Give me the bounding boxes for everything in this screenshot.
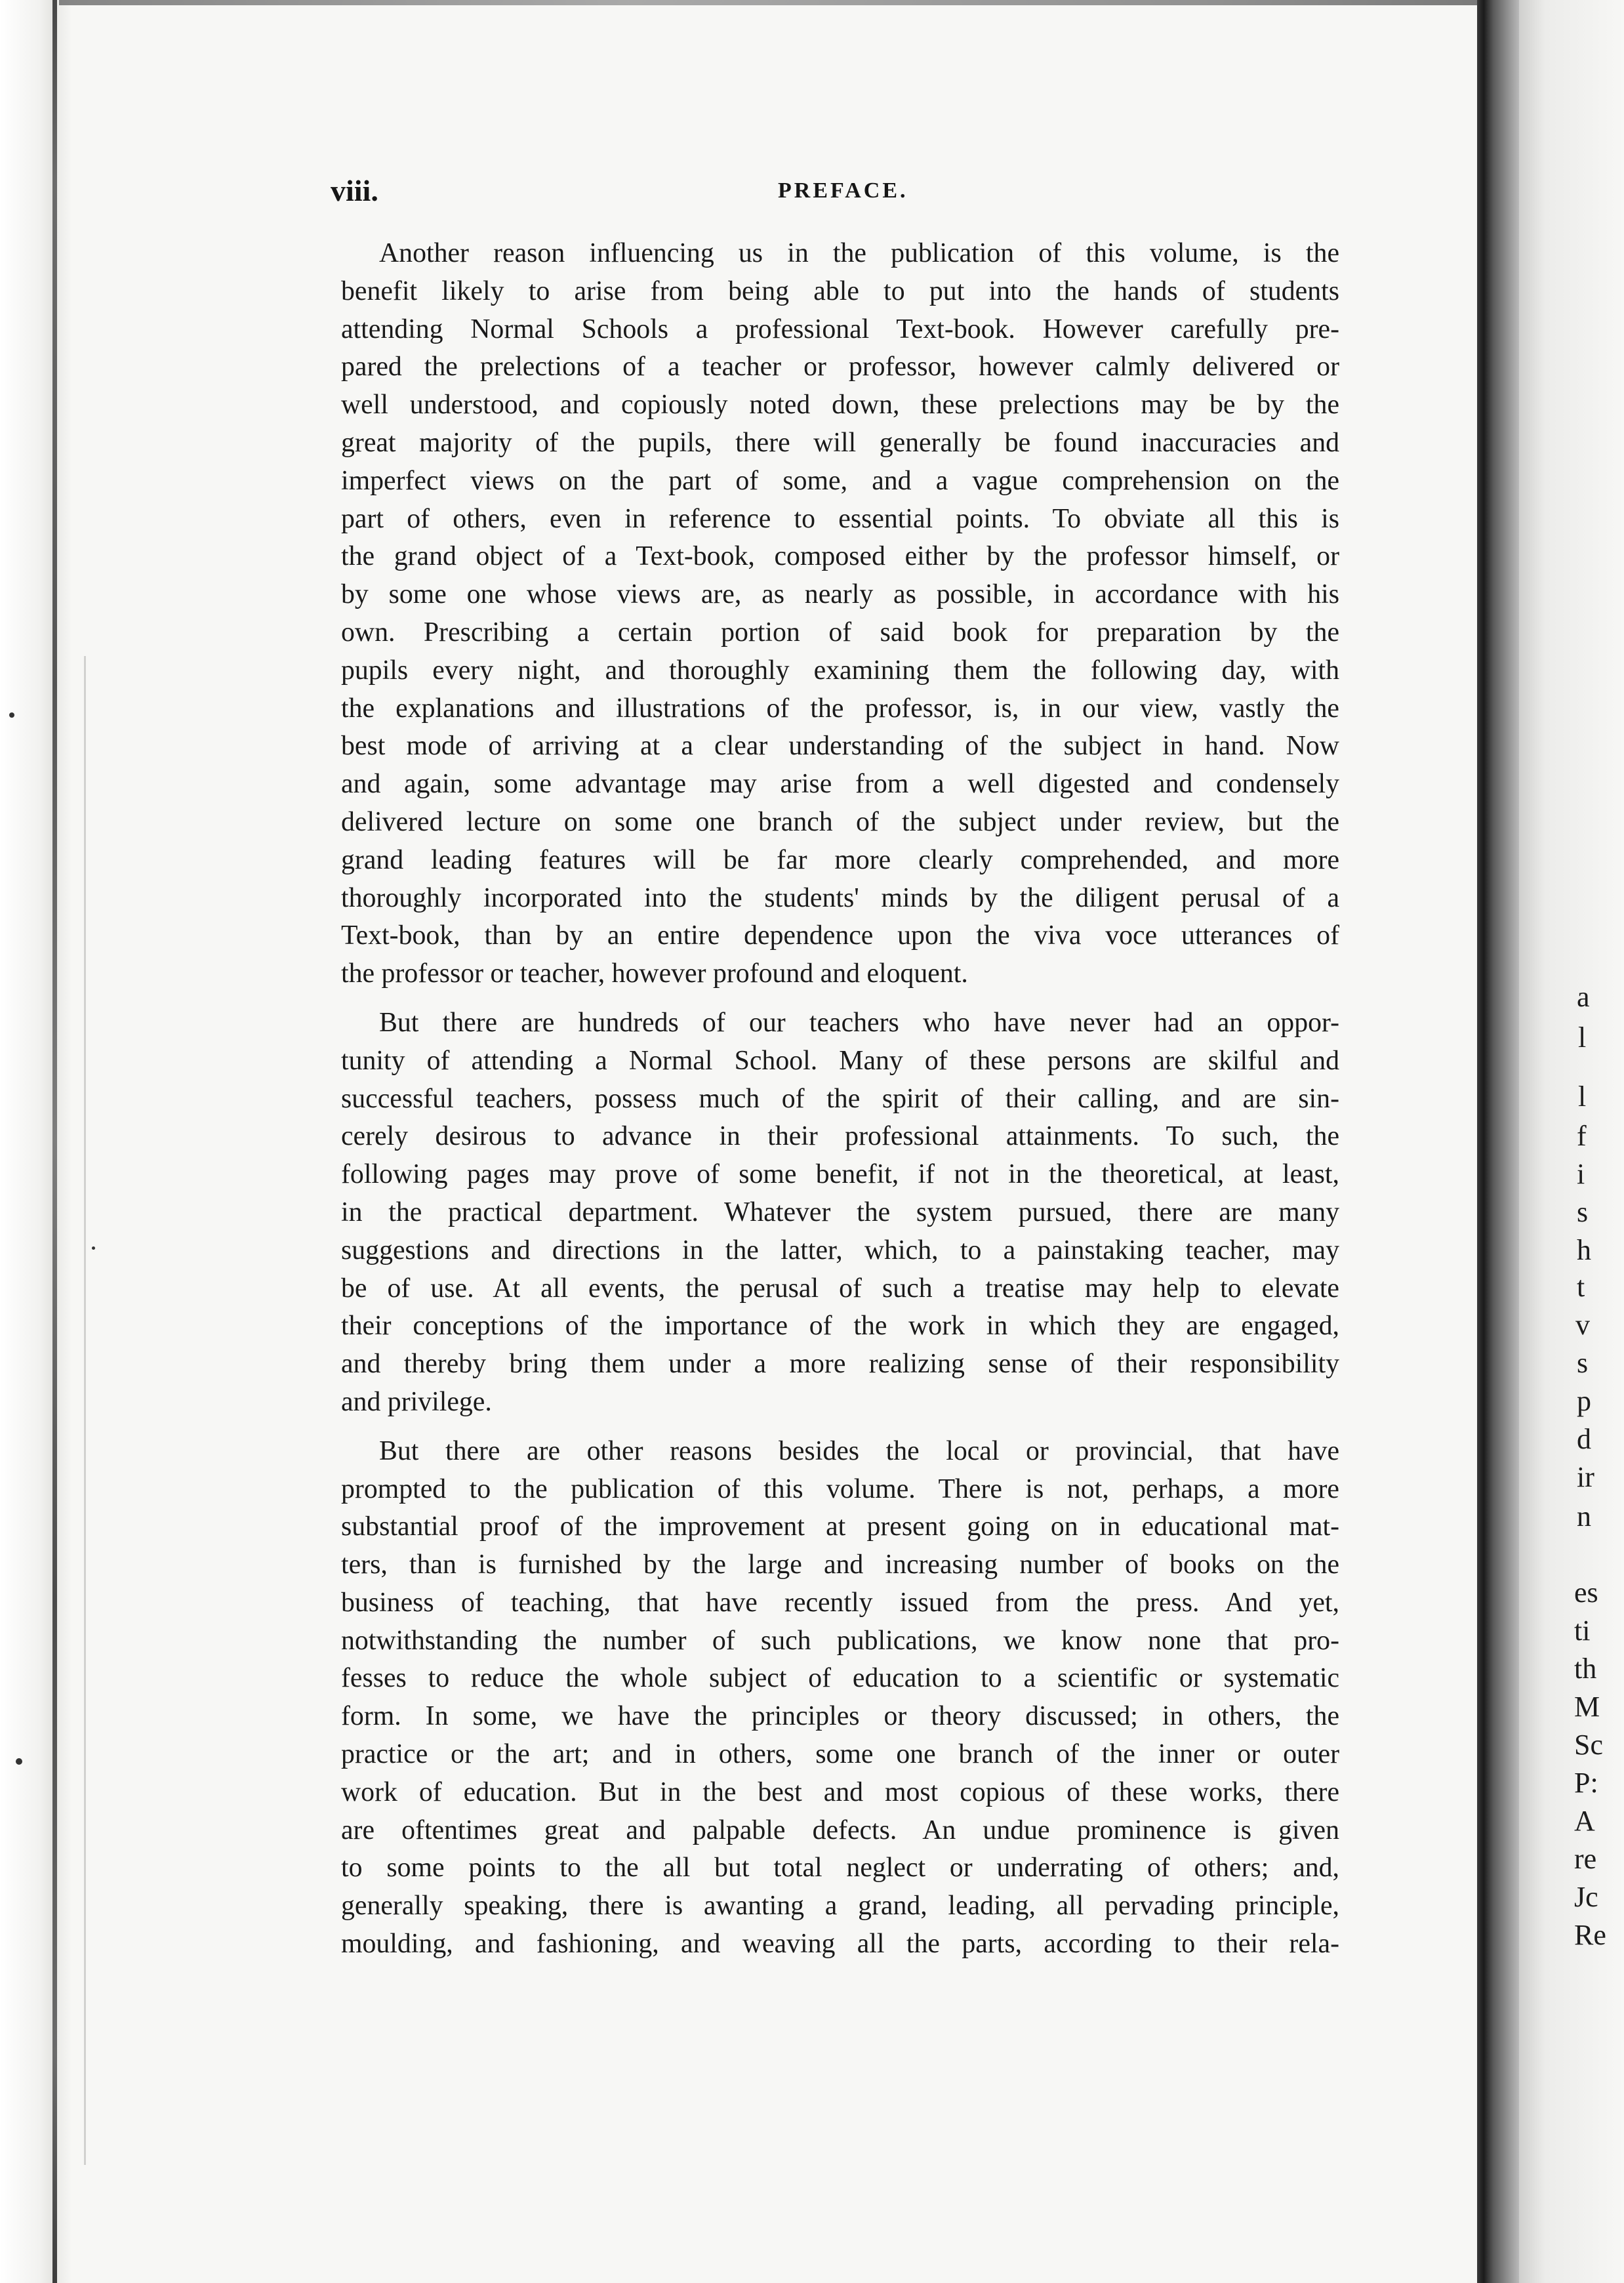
text-line: ters, than is furnished by the large and increasing number of books on the [341, 1550, 1339, 1580]
text-line: the explanations and illustrations of the professor, is, in our view, vastly the [341, 693, 1339, 724]
facing-page-fragment: l [1578, 1021, 1587, 1054]
text-line: part of others, even in reference to essential points. To obviate all this is [341, 503, 1339, 534]
text-line: successful teachers, possess much of the spirit of their calling, and are sin- [341, 1083, 1339, 1114]
facing-page-fragment: A [1574, 1805, 1595, 1837]
text-line: fesses to reduce the whole subject of education to a scientific or systematic [341, 1663, 1339, 1694]
text-line: thoroughly incorporated into the students' minds by the diligent perusal of a [341, 882, 1339, 913]
facing-page-edge [1519, 0, 1624, 2283]
text-line: But there are other reasons besides the local or provincial, that have [379, 1435, 1339, 1466]
binding-shadow-line [52, 0, 57, 2283]
text-line: own. Prescribing a certain portion of said book for preparation by the [341, 617, 1339, 648]
text-line: grand leading features will be far more clearly comprehended, and more [341, 844, 1339, 875]
text-line: benefit likely to arise from being able to put into the hands of students [341, 276, 1339, 306]
facing-page-fragment: i [1577, 1158, 1585, 1190]
facing-page-fragment: t [1577, 1271, 1585, 1303]
text-line: the grand object of a Text-book, composed either by the professor himself, or [341, 541, 1339, 572]
text-line: form. In some, we have the principles or theory discussed; in others, the [341, 1701, 1339, 1732]
text-line: imperfect views on the part of some, and a vague comprehension on the [341, 465, 1339, 496]
facing-page-fragment: v [1575, 1309, 1590, 1341]
text-line: great majority of the pupils, there will generally be found inaccuracies and [341, 427, 1339, 458]
facing-page-fragment: n [1577, 1500, 1591, 1532]
page-number: viii. [331, 174, 378, 207]
facing-page-fragment: d [1577, 1423, 1591, 1455]
text-line: Text-book, than by an entire dependence upon the viva voce utterances of [341, 920, 1339, 951]
facing-page-fragment: f [1577, 1120, 1587, 1152]
text-line: attending Normal Schools a professional Text-book. However carefully pre- [341, 314, 1339, 344]
text-line: Another reason influencing us in the publication of this volume, is the [379, 238, 1339, 268]
text-line: to some points to the all but total neglect or underrating of others; and, [341, 1853, 1339, 1883]
facing-page-fragment: p [1577, 1385, 1591, 1417]
scan-speck [9, 712, 14, 718]
text-line: and privilege. [341, 1386, 492, 1417]
text-line: pupils every night, and thoroughly examining them the following day, with [341, 655, 1339, 686]
text-line: and again, some advantage may arise from a well digested and condensely [341, 769, 1339, 800]
binding-faint-line [84, 656, 86, 2165]
text-line: and thereby bring them under a more realizing sense of their responsibility [341, 1349, 1339, 1380]
text-line: work of education. But in the best and most copious of these works, there [341, 1777, 1339, 1807]
facing-page-fragment: re [1574, 1843, 1597, 1875]
paragraph [341, 1004, 1339, 1422]
text-line: the professor or teacher, however profound and eloquent. [341, 958, 968, 989]
text-line: best mode of arriving at a clear understanding of the subject in hand. Now [341, 731, 1339, 762]
text-line: well understood, and copiously noted down, these prelections may be by the [341, 390, 1339, 421]
body-text [341, 235, 1339, 1975]
text-line: prompted to the publication of this volume. There is not, perhaps, a more [341, 1473, 1339, 1504]
text-line: be of use. At all events, the perusal of such a treatise may help to elevate [341, 1273, 1339, 1304]
facing-page-fragment: s [1577, 1347, 1589, 1379]
text-line: pared the prelections of a teacher or professor, however calmly delivered or [341, 352, 1339, 382]
text-line: their conceptions of the importance of the work in which they are engaged, [341, 1311, 1339, 1342]
text-line: business of teaching, that have recently issued from the press. And yet, [341, 1587, 1339, 1618]
facing-page-fragment: l [1578, 1080, 1587, 1113]
text-line: tunity of attending a Normal School. Many of these persons are skilful and [341, 1045, 1339, 1076]
text-line: practice or the art; and in others, some one branch of the inner or outer [341, 1739, 1339, 1770]
paragraph [341, 1433, 1339, 1964]
scan-speck [92, 1246, 95, 1250]
facing-page-fragment: h [1577, 1234, 1591, 1266]
page-header [0, 0, 1624, 223]
text-line: following pages may prove of some benefit, if not in the theoretical, at least, [341, 1159, 1339, 1190]
facing-page-fragment: ti [1574, 1615, 1591, 1647]
text-line: notwithstanding the number of such publications, we know none that pro- [341, 1625, 1339, 1656]
facing-page-fragment: s [1577, 1196, 1589, 1228]
left-page-edge [0, 0, 72, 2283]
scan-speck [16, 1758, 22, 1765]
book-gutter-shadow [1477, 0, 1519, 2283]
text-line: generally speaking, there is awanting a grand, leading, all pervading principle, [341, 1891, 1339, 1922]
text-line: in the practical department. Whatever the system pursued, there are many [341, 1197, 1339, 1227]
text-line: moulding, and fashioning, and weaving all the parts, according to their rela- [341, 1929, 1339, 1960]
text-line: suggestions and directions in the latter, which, to a painstaking teacher, may [341, 1235, 1339, 1265]
text-line: But there are hundreds of our teachers who have never had an oppor- [379, 1007, 1339, 1038]
facing-page-fragment: P: [1574, 1767, 1598, 1799]
facing-page-fragment: th [1574, 1653, 1597, 1685]
facing-page-fragment: Sc [1574, 1729, 1603, 1761]
text-line: delivered lecture on some one branch of the subject under review, but the [341, 806, 1339, 837]
text-line: substantial proof of the improvement at present going on in educational mat- [341, 1512, 1339, 1542]
paragraph [341, 235, 1339, 993]
facing-page-fragment: M [1574, 1691, 1600, 1723]
facing-page-fragment: ir [1577, 1461, 1594, 1493]
text-line: are oftentimes great and palpable defects. An undue prominence is given [341, 1815, 1339, 1845]
text-line: by some one whose views are, as nearly as possible, in accordance with his [341, 579, 1339, 610]
running-head: PREFACE. [778, 178, 908, 203]
facing-page-fragment: a [1577, 981, 1590, 1013]
text-line: cerely desirous to advance in their professional attainments. To such, the [341, 1121, 1339, 1152]
facing-page-fragment: es [1574, 1576, 1598, 1609]
facing-page-fragment: Jc [1574, 1881, 1598, 1913]
facing-page-fragment: Re [1574, 1919, 1606, 1951]
